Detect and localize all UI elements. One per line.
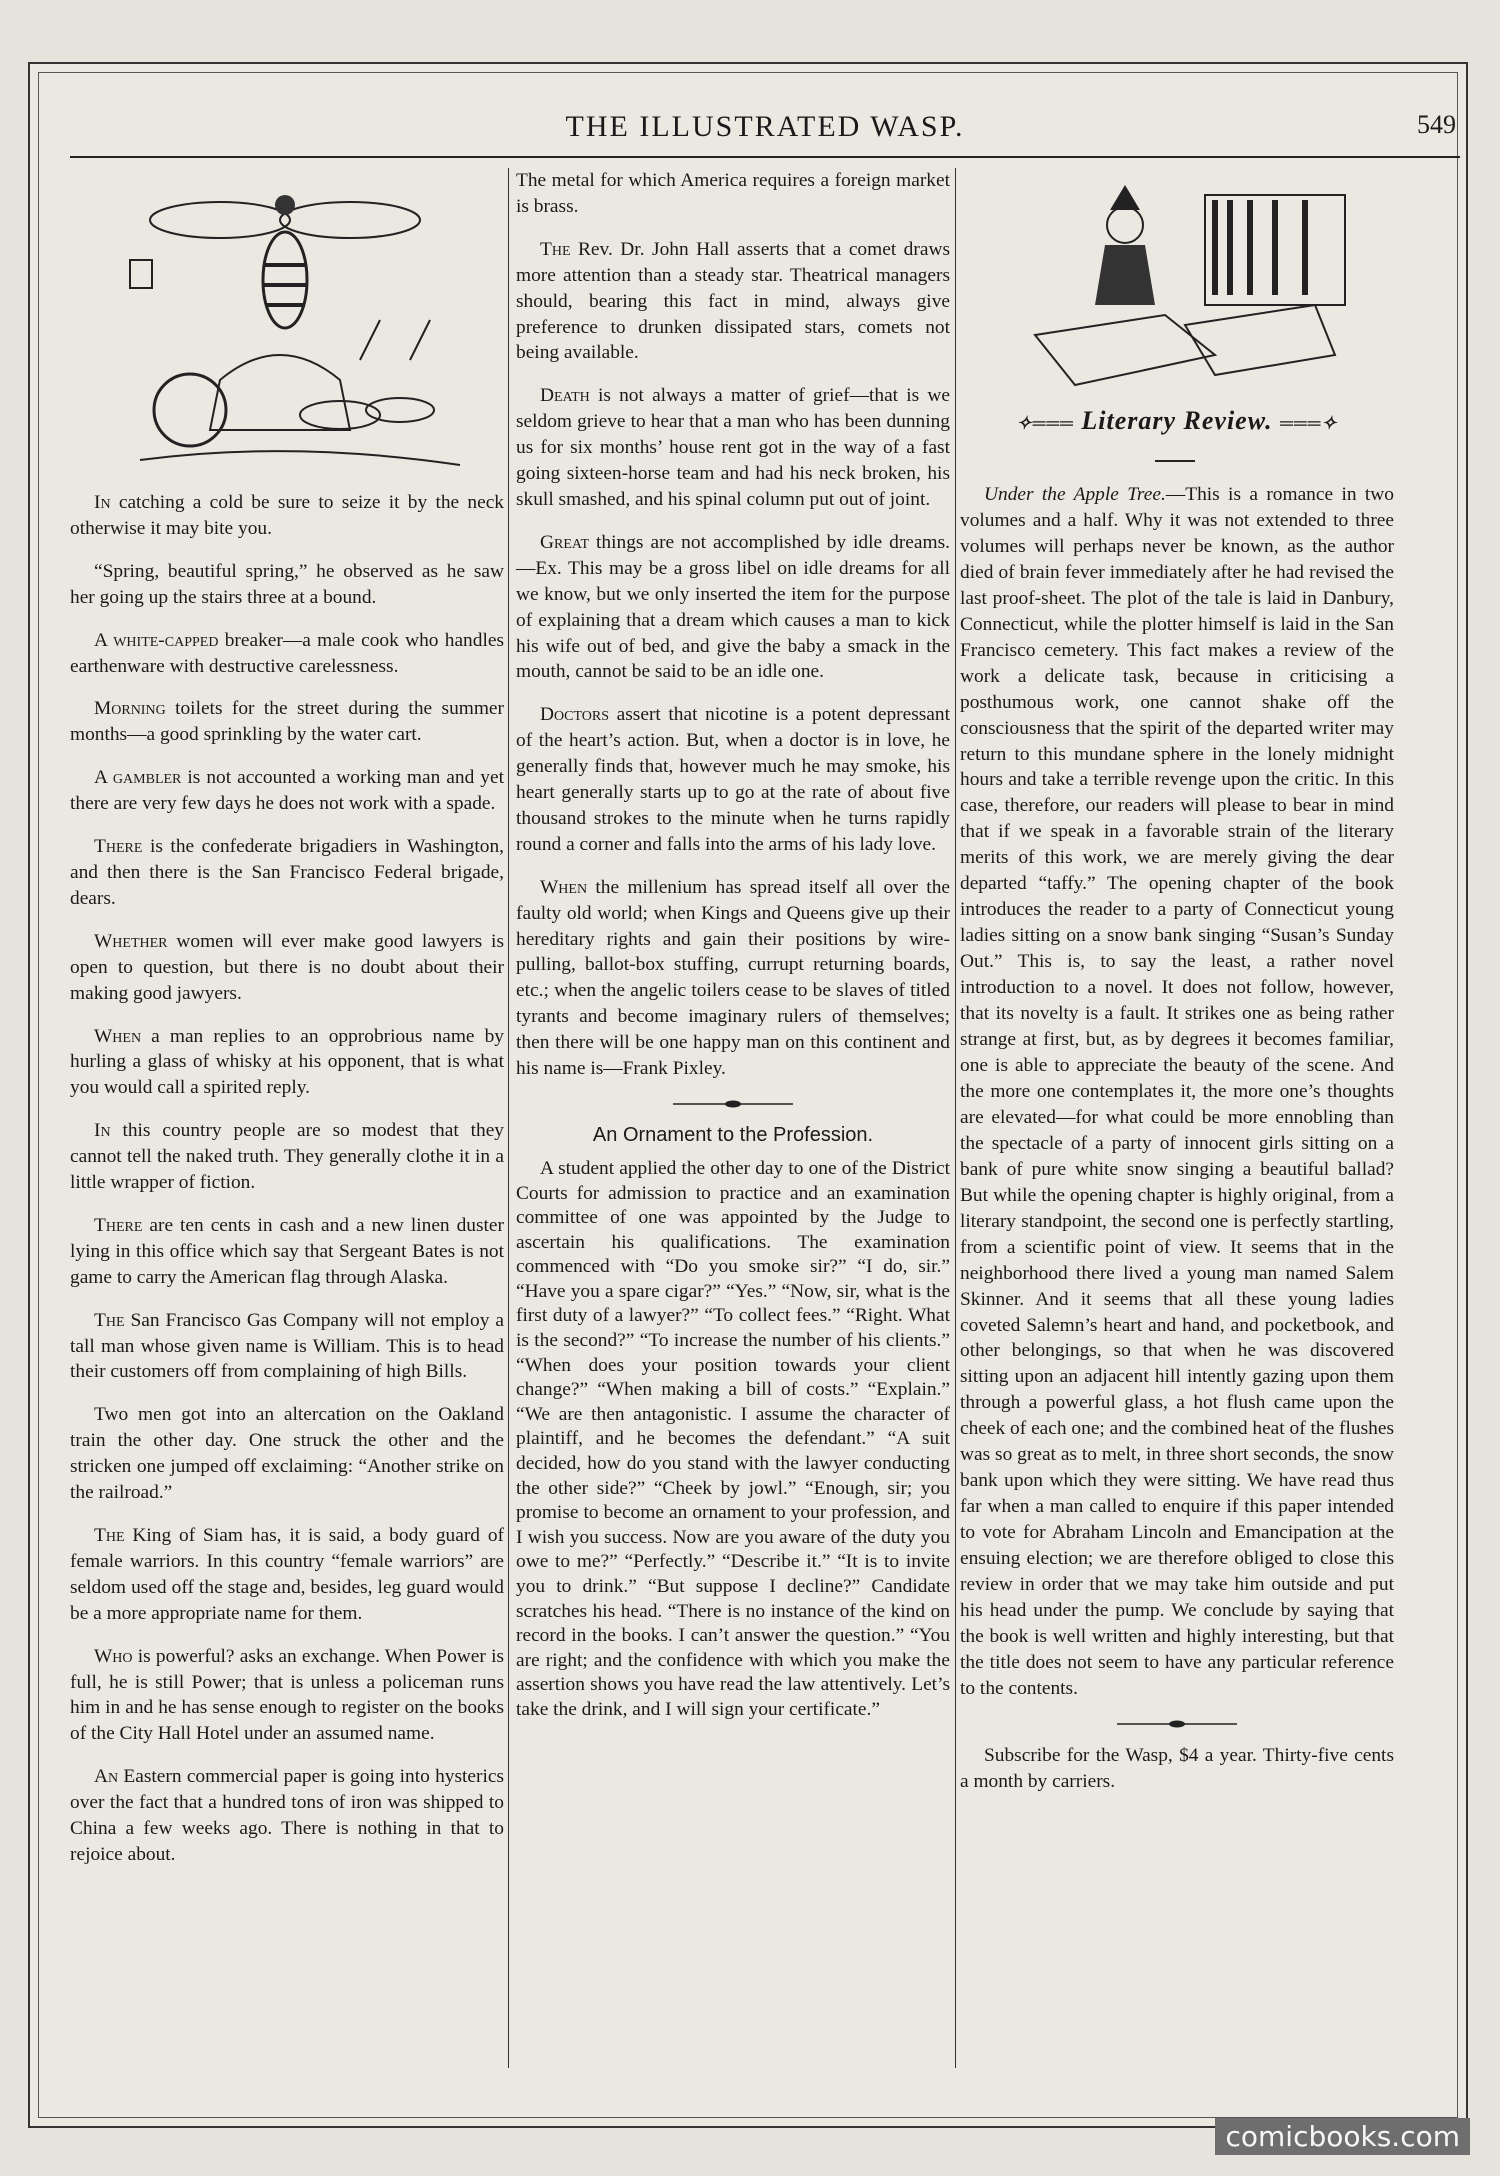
column-3: [960, 482, 1394, 1812]
lead-word: Doctors: [540, 704, 609, 726]
paragraph-text: catching a cold be sure to seize it by the neck otherwise it may bite you.: [70, 492, 504, 539]
column-rule-1: [508, 168, 509, 2068]
paragraph: [516, 530, 950, 685]
masthead-title: THE ILLUSTRATED WASP.: [565, 110, 965, 143]
goblin-reading-illustration: [1015, 185, 1355, 390]
paragraph-text: a man replies to an opprobrious name by hurling a glass of whisky at his opponent, that is what you would call a spirited reply.: [70, 1025, 504, 1099]
paragraph-text: the millenium has spread itself all over the faulty old world; when Kings and Queens give up their hereditary rights and gain their positions by wire-pulling, ballot-box stuffing, currupt returning boards, etc.; when the angelic toilers cease to be slaves of titled tyrants and become imaginary rulers of themselves; then there will be one happy man on this continent and his name is—Frank Pixley.: [516, 876, 950, 1080]
paragraph: [516, 702, 950, 857]
paragraph-text: The metal for which America requires a foreign market is brass.: [516, 170, 950, 217]
source-watermark: comicbooks.com: [1215, 2118, 1470, 2155]
paragraph: [70, 1024, 504, 1102]
review-paragraph: [960, 482, 1394, 1702]
paragraph-text: toilets for the street during the summer months—a good sprinkling by the water cart.: [70, 698, 504, 746]
column-rule-2: [955, 168, 956, 2068]
paragraph-text: San Francisco Gas Company will not employ a tall man whose given name is William. This is to head their customers off from complaining of high Bills.: [70, 1309, 504, 1383]
paragraph: [516, 383, 950, 513]
paragraph: [516, 168, 950, 220]
page-header: [70, 104, 1460, 158]
paragraph-text: breaker—a male cook who handles earthenware with destructive carelessness.: [70, 629, 504, 677]
paragraph-text: assert that nicotine is a potent depressant of the heart’s action. But, when a doctor is in love, he generally finds that, however much he may smoke, his heart generally starts up to go at the rate of about five thousand strokes to the minute when he turns rapidly round a corner and falls into the arms of his lady love.: [516, 704, 950, 855]
paragraph: [516, 237, 950, 367]
paragraph: [70, 1644, 504, 1748]
page-number: 549: [1417, 110, 1456, 139]
paragraph: [70, 1523, 504, 1627]
paragraph-text: Eastern commercial paper is going into hysterics over the fact that a hundred tons of iron was shipped to China a few weeks ago. There is nothing in that to rejoice about.: [70, 1766, 504, 1865]
paragraph-text: is not accounted a working man and yet there are very few days he does not work with a spade.: [70, 767, 504, 815]
paragraph: [70, 1402, 504, 1506]
review-body: —This is a romance in two volumes and a half. Why it was not extended to three volumes will perhaps never be known, as the author died of brain fever immediately after he had revised the last proof-sheet. The plot of the tale is laid in Danbury, Connecticut, while the plotter himself is laid in the San Francisco cemetery. This fact makes a review of the work a delicate task, because in criticising a posthumous work, one cannot shake off the consciousness that the spirit of the departed writer may return to this mundane sphere in the lonely midnight hours and take a terrible revenge upon the critic. In this case, therefore, our readers will please to bear in mind that if we speak in a favorable strain of the literary merits of this work, we are merely giving the dear departed “taffy.” The opening chapter of the book introduces the reader to a party of Connecticut young ladies sitting on a snow bank singing “Susan’s Sunday Out.” This is, to say the least, a rather novel introduction to a novel. It does not follow, however, that its novelty is a fault. It strikes one as being rather strange at first, but, as by degrees it becomes familiar, one is able to appreciate the beauty of the scene. And the more one contemplates it, the more one’s thoughts are elevated—for what could be more ennobling than the spectacle of a party of innocent girls sitting on a bank of pure white snow singing a beautiful ballad? But while the opening chapter is highly original, from a literary standpoint, the second one is perfectly startling, from a scientific point of view. It seems that in the neighborhood there lived a young man named Salem Skinner. And it seems that all these young ladies coveted Salemn’s heart and hand, and pocketbook, and other belongings, so that when he was discovered sitting upon an adjacent hill intently gazing upon them through a powerful glass, a hot flush came upon the cheek of each one; and the combined heat of the flushes was so great as to melt, in three short seconds, the snow bank upon which they were sitting. We have read thus far when a man called to enquire if this paper intended to vote for Abraham Lincoln and Emancipation at the ensuing election; we are therefore obliged to close this review in order that we may take him outside and put his head under the pump. We conclude by saying that the book is well written and highly interesting, but that the title does not seem to have any particular reference to the contents.: [960, 484, 1394, 1699]
paragraph-text: Two men got into an altercation on the Oakland train the other day. One struck the other and the stricken one jumped off exclaiming: “Another strike on the railroad.”: [70, 1404, 504, 1504]
ornament-article-body: A student applied the other day to one of the District Courts for admission to practice and an examination committee of one was appointed by the Judge to ascertain his qualifications. The examination commenced with “Do you smoke sir?” “I do, sir.” “Have you a spare cigar?” “Yes.” “Now, sir, what is the first duty of a lawyer?” “To collect fees.” “Right. What is the second?” “To increase the number of his clients.” “When does your position towards your client change?” “When making a bill of costs.” “Explain.” “We are then antagonistic. I assume the character of plaintiff, and he becomes the defendant.” “A suit decided, how do you stand with the lawyer conducting the other side?” “Cheek by jowl.” “Enough, sir; you promise to become an ornament to your profession, and I wish you success. Now are you aware of the duty you owe to me?” “Perfectly.” “Describe it.” “It is to invite you to drink.” “But suppose I decline?” Candidate scratches his head. “There is no instance of the kind on record in the books. I can’t answer the question.” “You are right; and the confidence with which you make the assertion shows you have read the law attentively. Let’s take the drink, and I will sign your certificate.”: [516, 1157, 950, 1720]
lead-word: Whether: [94, 930, 168, 952]
review-book-title: Under the Apple Tree.: [984, 484, 1166, 505]
scroll-ornament-left: ✧═══: [1016, 413, 1074, 433]
ornament-article-title: An Ornament to the Profession.: [592, 1124, 874, 1146]
paragraph-text: is powerful? asks an exchange. When Power is full, he is still Power; that is unless a policeman runs him in and he has sense enough to register on the books of the City Hall Hotel under an assumed name.: [70, 1645, 504, 1745]
paragraph-text: women will ever make good lawyers is open to question, but there is no doubt about their making good jawyers.: [70, 930, 504, 1004]
lead-word: When: [94, 1025, 142, 1047]
paragraph: [70, 1118, 504, 1196]
paragraph: [70, 1308, 504, 1386]
wasp-chariot-illustration: [110, 180, 480, 480]
lead-word: An: [94, 1766, 119, 1788]
scroll-ornament-right: ═══✧: [1280, 413, 1338, 433]
lead-word: In: [94, 492, 111, 513]
paragraph: [70, 929, 504, 1007]
column-2: [516, 168, 950, 1740]
paragraph-text: King of Siam has, it is said, a body guard of female warriors. In this country “female warriors” are seldom used off the stage and, besides, leg guard would be a more appropriate name for them.: [70, 1525, 504, 1624]
paragraph-text: Rev. Dr. John Hall asserts that a comet draws more attention than a steady star. Theatrical managers should, bearing this fact in mind, always give preference to drunken dissipated stars, comets not being available.: [516, 238, 950, 364]
lead-word: A white-capped: [94, 629, 219, 651]
lead-word: Death: [540, 385, 590, 407]
review-title-rule: [1155, 460, 1195, 462]
lead-word: Morning: [94, 698, 166, 720]
paragraph-text: is not always a matter of grief—that is we seldom grieve to hear that a man who has been dunning us for six months’ house rent got in the way of a fast going sixteen-horse team and had his neck broken, his skull smashed, and his spinal column put out of joint.: [516, 385, 950, 510]
lead-word: A gambler: [94, 767, 182, 789]
lead-word: There: [94, 1214, 143, 1236]
paragraph: [70, 696, 504, 748]
review-divider: [1117, 1719, 1237, 1729]
paragraph-text: “Spring, beautiful spring,” he observed as he saw her going up the stairs three at a bound.: [70, 560, 504, 608]
literary-review-title: [960, 406, 1394, 436]
lead-word: The: [94, 1525, 125, 1546]
lead-word: There: [94, 836, 143, 858]
lead-word: In: [94, 1120, 111, 1142]
paragraph-text: is the confederate brigadiers in Washington, and then there is the San Francisco Federal brigade, dears.: [70, 836, 504, 909]
lead-word: Who: [94, 1645, 133, 1667]
paragraph: [70, 490, 504, 542]
lead-word: The: [94, 1309, 125, 1331]
paragraph: [516, 875, 950, 1082]
paragraph-text: this country people are so modest that they cannot tell the naked truth. They generally clothe it in a little wrapper of fiction.: [70, 1120, 504, 1194]
paragraph-text: things are not accomplished by idle dreams.—Ex. This may be a gross libel on idle dreams for all we know, but we only inserted the item for the purpose of explaining that a dream which causes a man to kick his wife out of bed, and give the baby a smack in the mouth, cannot be said to be an idle one.: [516, 531, 950, 683]
paragraph: [70, 628, 504, 680]
paragraph: [70, 559, 504, 611]
paragraph: [70, 765, 504, 817]
lead-word: Great: [540, 531, 590, 553]
paragraph: [70, 1213, 504, 1291]
lead-word: The: [540, 238, 571, 260]
column-1: [70, 490, 504, 1885]
section-divider: [673, 1099, 793, 1109]
paragraph-text: are ten cents in cash and a new linen duster lying in this office which say that Sergeant Bates is not game to carry the American flag through Alaska.: [70, 1214, 504, 1288]
paragraph: [70, 1764, 504, 1868]
lead-word: When: [540, 876, 588, 898]
literary-review-heading: Literary Review.: [1081, 406, 1273, 435]
subscription-notice: Subscribe for the Wasp, $4 a year. Thirty-five cents a month by carriers.: [960, 1744, 1394, 1792]
paragraph: [70, 834, 504, 912]
